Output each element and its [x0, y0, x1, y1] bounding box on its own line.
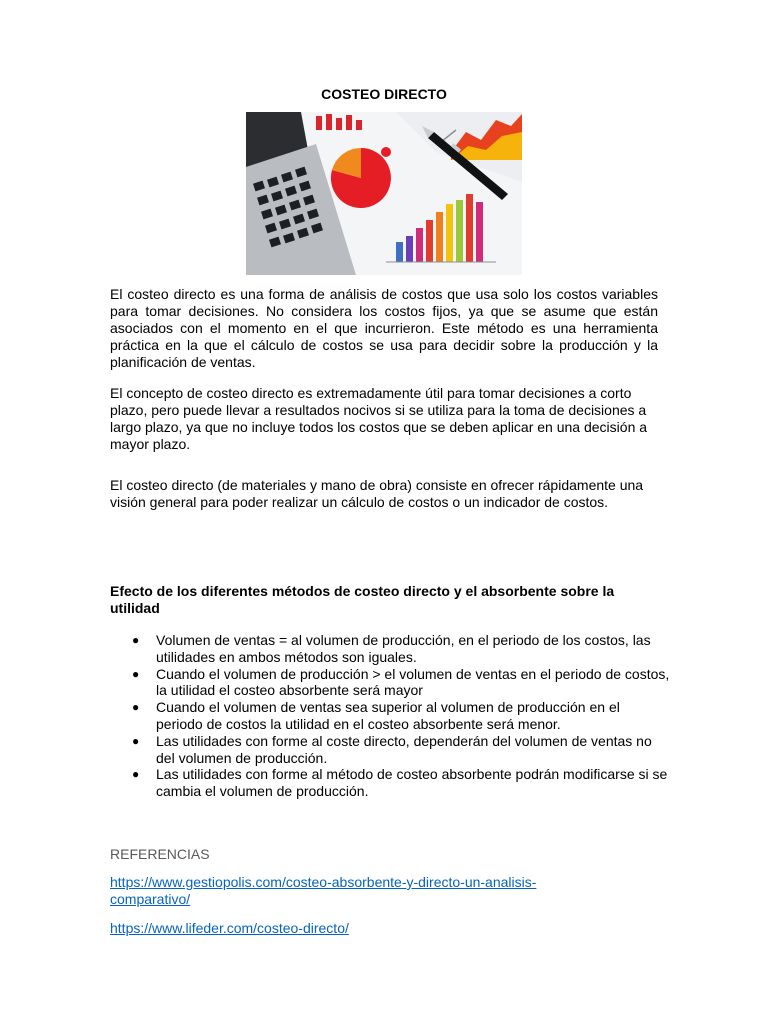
bullet-icon: ●	[132, 666, 140, 681]
bullet-icon: ●	[132, 733, 140, 748]
list-item-text: Volumen de ventas = al volumen de producción, en el periodo de los costos, las utilidades en ambos métodos son iguales.	[156, 632, 651, 665]
list-item	[110, 766, 670, 800]
paragraph-2: El concepto de costeo directo es extremadamente útil para tomar decisiones a corto plazo, pero puede llevar a resultados nocivos si se utiliza para la toma de decisiones a largo plazo, ya que no incluye todos los costos que se deben aplicar en una decisión a mayor plazo.	[110, 385, 648, 452]
list-item-text: Cuando el volumen de ventas sea superior al volumen de producción en el periodo de costos la utilidad en el costeo absorbente será menor.	[156, 699, 620, 732]
paragraph-1: El costeo directo es una forma de análisis de costos que usa solo los costos variables para tomar decisiones. No considera los costos fijos, ya que se asume que están asociados con el momento en el que incurrieron. Este método es una herramienta práctica en la que el cálculo de costos se usa para decidir sobre la producción y la planificación de ventas.	[110, 286, 658, 370]
paragraph-3: El costeo directo (de materiales y mano de obra) consiste en ofrecer rápidamente una visión general para poder realizar un cálculo de costos o un indicador de costos.	[110, 477, 644, 510]
list-item	[110, 733, 670, 767]
reference-link-line: comparativo/	[110, 891, 191, 907]
list-item	[110, 666, 670, 700]
bullet-icon: ●	[132, 767, 140, 782]
reference-link-lifeder[interactable]: https://www.lifeder.com/costeo-directo/	[110, 920, 349, 936]
bullet-icon: ●	[132, 633, 140, 647]
references-title: REFERENCIAS	[110, 846, 210, 862]
effects-bullet-list	[110, 632, 670, 800]
photo-illustration	[246, 112, 522, 275]
charts-laptop-pen-photo	[246, 112, 522, 275]
reference-link-line: https://www.gestiopolis.com/costeo-absorbente-y-directo-un-analisis-	[110, 874, 537, 890]
list-item-text: Las utilidades con forme al coste directo, dependerán del volumen de ventas no del volumen de producción.	[156, 732, 652, 766]
list-item	[110, 699, 670, 733]
list-item-text: Las utilidades con forme al método de costeo absorbente podrán modificarse si se cambia el volumen de producción.	[156, 766, 668, 800]
reference-link-gestiopolis[interactable]	[110, 874, 630, 908]
list-item	[110, 632, 670, 666]
list-item-text: Cuando el volumen de producción > el volumen de ventas en el periodo de costos, la utilidad el costeo absorbente será mayor	[156, 665, 670, 699]
section-heading: Efecto de los diferentes métodos de costeo directo y el absorbente sobre la utilidad	[110, 583, 615, 616]
bullet-icon: ●	[132, 700, 140, 715]
document-title: COSTEO DIRECTO	[321, 86, 447, 102]
